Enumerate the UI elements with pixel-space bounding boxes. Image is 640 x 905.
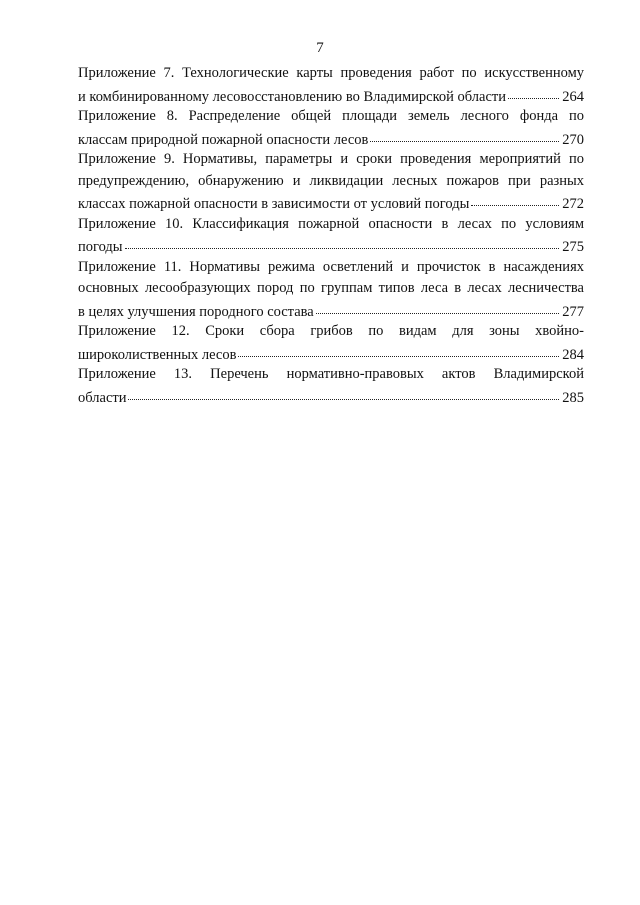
toc-entry-text: Приложение 9. Нормативы, параметры и сроки проведения мероприятий по [78, 151, 584, 167]
toc-entry-text: основных лесообразующих пород по группам типов леса в лесах лесничества [78, 280, 584, 296]
dot-leader [125, 237, 560, 251]
toc-entry-text: Приложение 11. Нормативы режима осветлений и прочисток в насаждениях [78, 258, 584, 275]
toc-entry-text: Приложение 10. Классификация пожарной опасности в лесах по условиям [78, 215, 584, 232]
toc-page-number: 284 [562, 346, 584, 363]
dot-leader [471, 194, 559, 208]
toc-page-number: 285 [562, 389, 584, 406]
dot-leader [238, 345, 559, 359]
toc-page-number: 275 [562, 239, 584, 255]
toc-entry-text: Приложение 8. Распределение общей площади земель лесного фонда по [78, 108, 584, 124]
toc-entry-appendix-10[interactable] [78, 216, 584, 259]
toc-entry-text: Приложение 13. Перечень нормативно-правовых актов Владимирской [78, 366, 584, 382]
toc-entry-appendix-11[interactable] [78, 259, 584, 324]
toc-entry-appendix-7[interactable] [78, 65, 584, 108]
table-of-contents [78, 65, 584, 409]
toc-entry-text: классах пожарной опасности в зависимости от условий погоды [78, 196, 470, 212]
toc-entry-text: широколиственных лесов [78, 346, 237, 363]
toc-entry-text: и комбинированному лесовосстановлению во Владимирской области [78, 88, 506, 105]
toc-entry-text: области [78, 389, 127, 406]
toc-entry-text: погоды [78, 239, 123, 255]
dot-leader [128, 388, 559, 402]
dot-leader [508, 87, 559, 101]
toc-entry-appendix-13[interactable] [78, 366, 584, 409]
toc-entry-text: предупреждению, обнаружению и ликвидации лесных пожаров при разных [78, 172, 584, 189]
toc-entry-appendix-9[interactable] [78, 151, 584, 216]
toc-entry-text: Приложение 12. Сроки сбора грибов по видам для зоны хвойно- [78, 323, 584, 339]
toc-page-number: 264 [562, 88, 584, 105]
toc-page-number: 270 [562, 131, 584, 148]
toc-entry-text: Приложение 7. Технологические карты проведения работ по искусственному [78, 65, 584, 81]
toc-entry-appendix-12[interactable] [78, 323, 584, 366]
page-number: 7 [316, 40, 324, 56]
toc-entry-text: в целях улучшения породного состава [78, 303, 314, 320]
dot-leader [370, 130, 559, 144]
toc-entry-appendix-8[interactable] [78, 108, 584, 151]
dot-leader [316, 302, 560, 316]
toc-page-number: 277 [562, 303, 584, 320]
toc-entry-text: классам природной пожарной опасности лесов [78, 131, 369, 148]
toc-page-number: 272 [562, 196, 584, 212]
